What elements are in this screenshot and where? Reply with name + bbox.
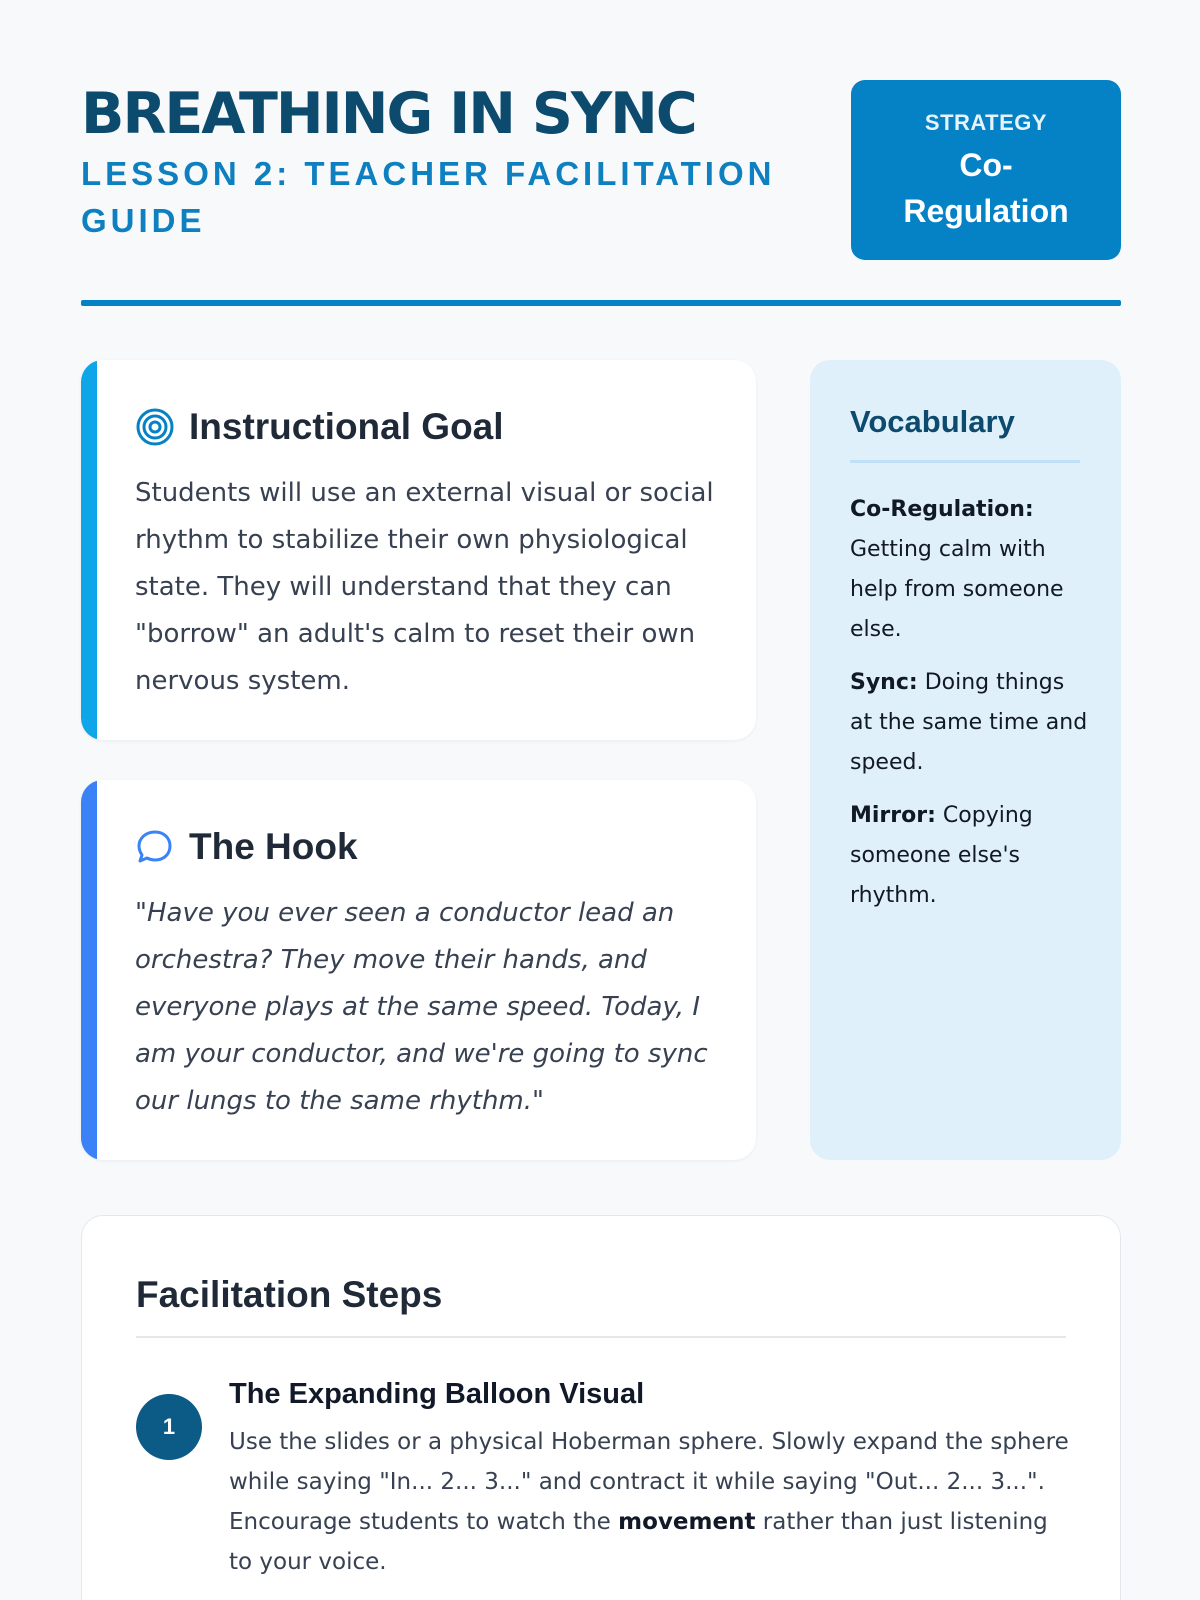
target-icon — [135, 407, 175, 447]
step-body-text-end: rather than just listening to your voice. — [229, 1509, 1048, 1575]
vocab-item — [850, 490, 1090, 650]
hook-accent-bar — [81, 780, 97, 1160]
vocabulary-divider — [850, 460, 1080, 463]
hook-body: "Have you ever seen a conductor lead an orchestra? They move their hands, and everyone plays at the same speed. Today, I am your conductor, and we're going to sync our lungs to the same rhythm." — [135, 898, 708, 1116]
steps-divider — [136, 1336, 1066, 1338]
vocabulary-list — [850, 490, 1090, 929]
strategy-label: STRATEGY — [924, 110, 1048, 135]
step-number-badge: 1 — [136, 1394, 202, 1460]
instructional-goal-card — [81, 360, 756, 740]
goal-title: Instructional Goal — [189, 406, 504, 447]
vocab-definition: Doing things at the same time and speed. — [850, 670, 1088, 775]
step-body-text: Use the slides or a physical Hoberman sphere. Slowly expand the sphere while saying "In... 2... 3..." and contract it while saying "Out... 2... 3...". Encourage students to watch the — [229, 1429, 1069, 1535]
vocab-definition: Getting calm with help from someone else. — [850, 537, 1064, 642]
strategy-value: Co-Regulation — [903, 147, 1069, 229]
steps-title: Facilitation Steps — [136, 1274, 443, 1315]
vocab-term: Mirror: — [850, 803, 936, 828]
page-title: BREATHING IN SYNC — [81, 81, 696, 147]
goal-body: Students will use an external visual or social rhythm to stabilize their own physiological state. They will understand that they can "borrow" an adult's calm to reset their own nervous system. — [135, 478, 714, 696]
strategy-badge — [851, 80, 1121, 260]
hook-heading — [135, 826, 358, 868]
page-subtitle: LESSON 2: TEACHER FACILITATION GUIDE — [81, 155, 776, 239]
vocab-item — [850, 796, 1090, 916]
vocabulary-panel — [810, 360, 1121, 1160]
vocab-item — [850, 663, 1090, 783]
header — [81, 80, 1121, 260]
hook-card — [81, 780, 756, 1160]
step-body-emphasis: movement — [618, 1509, 756, 1535]
header-divider — [81, 300, 1121, 306]
vocab-term: Co-Regulation: — [850, 497, 1034, 522]
step-body — [229, 1422, 1069, 1582]
facilitation-steps-card — [81, 1215, 1121, 1600]
step-title: The Expanding Balloon Visual — [229, 1378, 645, 1410]
goal-accent-bar — [81, 360, 97, 740]
vocabulary-title: Vocabulary — [850, 404, 1015, 439]
vocab-term: Sync: — [850, 670, 918, 695]
speech-bubble-icon — [135, 827, 175, 867]
hook-title: The Hook — [189, 826, 358, 867]
vocab-definition: Copying someone else's rhythm. — [850, 803, 1033, 908]
goal-heading — [135, 406, 504, 448]
